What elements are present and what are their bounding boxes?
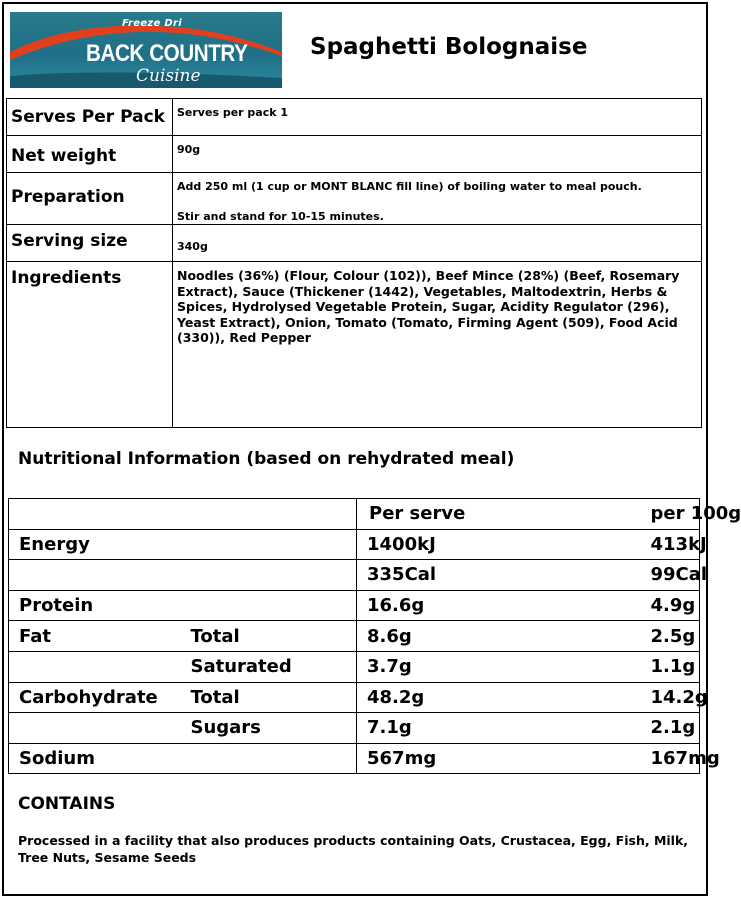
detail-row — [7, 173, 702, 225]
detail-row — [7, 136, 702, 173]
brand-logo — [10, 12, 282, 88]
nutrient-sub: Total — [181, 682, 357, 713]
nutrient-label: Fat — [9, 621, 181, 652]
nutrition-row — [9, 713, 700, 744]
per-serve-value: 1400kJ — [357, 529, 571, 560]
nutrient-label — [9, 651, 181, 682]
per-100g-value: 14.2g — [571, 682, 700, 713]
brand-subname: Cuisine — [136, 66, 201, 86]
header-blank — [181, 499, 357, 530]
detail-value — [173, 173, 702, 225]
per-serve-value: 567mg — [357, 743, 571, 774]
header-per-serve: Per serve — [357, 499, 571, 530]
nutrition-header-row — [9, 499, 700, 530]
nutrition-row — [9, 529, 700, 560]
nutrient-sub — [181, 560, 357, 591]
nutrient-label — [9, 560, 181, 591]
detail-row — [7, 225, 702, 262]
nutrient-label: Energy — [9, 529, 181, 560]
header-per-100g: per 100g — [571, 499, 700, 530]
per-100g-value: 2.1g — [571, 713, 700, 744]
nutrient-label: Carbohydrate — [9, 682, 181, 713]
detail-value: 340g — [173, 225, 702, 262]
per-100g-value: 1.1g — [571, 651, 700, 682]
detail-label: Ingredients — [7, 262, 173, 428]
nutrition-row — [9, 743, 700, 774]
nutrition-table — [8, 498, 741, 774]
per-serve-value: 16.6g — [357, 590, 571, 621]
nutrient-sub — [181, 529, 357, 560]
contains-heading: CONTAINS — [18, 794, 116, 814]
detail-row — [7, 262, 702, 428]
per-100g-value: 2.5g — [571, 621, 700, 652]
brand-name: BACK COUNTRY — [86, 40, 248, 67]
detail-label: Serving size — [7, 225, 173, 262]
nutrition-row — [9, 560, 700, 591]
per-100g-value: 167mg — [571, 743, 700, 774]
nutrient-sub: Saturated — [181, 651, 357, 682]
per-serve-value: 48.2g — [357, 682, 571, 713]
nutrition-row — [9, 682, 700, 713]
per-100g-value: 99Cal — [571, 560, 700, 591]
detail-row — [7, 99, 702, 136]
nutrition-row — [9, 621, 700, 652]
preparation-step-2: Stir and stand for 10-15 minutes. — [177, 210, 384, 223]
per-serve-value: 335Cal — [357, 560, 571, 591]
per-100g-value: 413kJ — [571, 529, 700, 560]
nutrition-row — [9, 590, 700, 621]
nutrient-label: Protein — [9, 590, 181, 621]
detail-label: Preparation — [7, 173, 173, 225]
per-100g-value: 4.9g — [571, 590, 700, 621]
detail-label: Serves Per Pack — [7, 99, 173, 136]
per-serve-value: 7.1g — [357, 713, 571, 744]
ingredients-text: Noodles (36%) (Flour, Colour (102)), Beef Mince (28%) (Beef, Rosemary Extract), Sauce (Thickener (1442), Vegetables, Maltodextrin, Herbs & Spices, Hydrolysed Vegetable Protein, Sugar, Acidity Regulator (296), Yeast Extract), Onion, Tomato (Tomato, Firming Agent (509), Food Acid (330)), Red Pepper — [173, 262, 702, 428]
brand-tagline: Freeze Dri — [122, 18, 182, 29]
detail-value: Serves per pack 1 — [173, 99, 702, 136]
preparation-step-1: Add 250 ml (1 cup or MONT BLANC fill line) of boiling water to meal pouch. — [177, 180, 642, 193]
nutrient-label — [9, 713, 181, 744]
nutrient-sub: Total — [181, 621, 357, 652]
product-details-table — [6, 98, 702, 428]
per-serve-value: 8.6g — [357, 621, 571, 652]
nutrient-label: Sodium — [9, 743, 181, 774]
header-blank — [9, 499, 181, 530]
nutrient-sub — [181, 590, 357, 621]
detail-value: 90g — [173, 136, 702, 173]
product-title: Spaghetti Bolognaise — [310, 34, 588, 60]
nutrition-heading: Nutritional Information (based on rehydrated meal) — [18, 449, 515, 469]
per-serve-value: 3.7g — [357, 651, 571, 682]
allergen-statement: Processed in a facility that also produces products containing Oats, Crustacea, Egg, Fish, Milk, Tree Nuts, Sesame Seeds — [18, 833, 689, 865]
nutrient-sub: Sugars — [181, 713, 357, 744]
nutrient-sub — [181, 743, 357, 774]
detail-label: Net weight — [7, 136, 173, 173]
nutrition-row — [9, 651, 700, 682]
